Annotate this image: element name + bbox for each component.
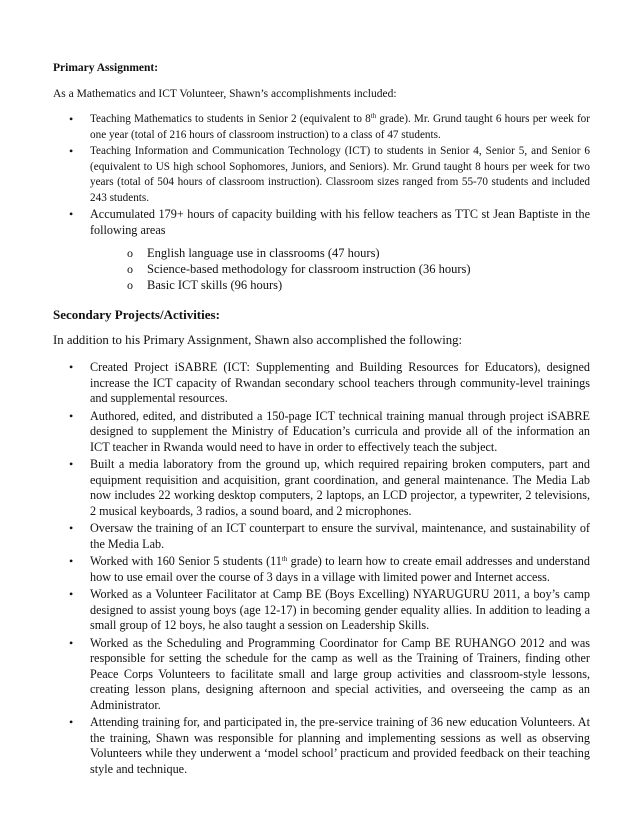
list-item-text: Teaching Information and Communication Technology (ICT) to students in Senior 4, Senior 5, and Senior 6 (equivalent to US high school Sophomores, Juniors, and Seniors). Mr. Grund taught 8 hours per week for two years (total of 504 hours of classroom instruction). Classroom sizes ranged from 55-70 students and included 243 students. xyxy=(90,145,590,204)
sub-list-item xyxy=(90,261,590,277)
primary-bullet-list xyxy=(53,112,590,206)
list-item xyxy=(53,554,590,585)
list-item-text: Worked with 160 Senior 5 students (11 xyxy=(90,554,282,568)
bullet-marker: • xyxy=(69,554,74,568)
list-item xyxy=(53,409,590,456)
sub-list-item xyxy=(90,245,590,261)
list-item-text: Attending training for, and participated in, the pre-service training of 36 new education Volunteers. At the training, Shawn was responsible for planning and implementing sessions as well as observing Volunteers while they underwent a ‘model school’ practicum and provided feedback on their teaching style and technique. xyxy=(90,715,590,776)
list-item xyxy=(53,587,590,634)
list-item xyxy=(53,521,590,552)
bullet-marker: • xyxy=(69,521,74,535)
secondary-bullet-list xyxy=(53,360,590,777)
list-item-text: Accumulated 179+ hours of capacity building with his fellow teachers as TTC st Jean Baptiste in the following areas xyxy=(90,207,590,237)
bullet-marker: • xyxy=(69,112,74,126)
list-item xyxy=(53,715,590,777)
document-body xyxy=(53,62,590,779)
secondary-projects-heading: Secondary Projects/Activities: xyxy=(53,307,220,322)
secondary-projects-intro: In addition to his Primary Assignment, Shawn also accomplished the following: xyxy=(53,333,463,347)
primary-assignment-intro: As a Mathematics and ICT Volunteer, Shawn’s accomplishments included: xyxy=(53,88,397,100)
list-item-text: Teaching Mathematics to students in Senior 2 (equivalent to 8 xyxy=(90,113,371,125)
sub-list-item-text: Basic ICT skills (96 hours) xyxy=(147,278,283,292)
bullet-marker: • xyxy=(69,587,74,601)
list-item xyxy=(53,144,590,206)
sub-bullet-marker: o xyxy=(127,278,133,292)
bullet-marker: • xyxy=(69,635,74,650)
list-item-text: Worked as a Volunteer Facilitator at Camp BE (Boys Excelling) NYARUGURU 2011, a boy’s camp designed to assist young boys (age 12-17) in becoming gender equality allies. In addition to leading a small group of 12 boys, he also taught a session on Leadership Skills. xyxy=(90,587,590,632)
sub-list-item-text: English language use in classrooms (47 hours) xyxy=(147,246,380,260)
sub-bullet-marker: o xyxy=(127,262,133,276)
sub-list-item-text: Science-based methodology for classroom instruction (36 hours) xyxy=(147,262,471,276)
sub-list-item xyxy=(90,277,590,293)
bullet-marker: • xyxy=(69,408,74,423)
superscript: th xyxy=(281,555,288,563)
bullet-marker: • xyxy=(69,207,74,221)
list-item-text: grade). Mr. Grund taught 6 hours per week for one year (total of 216 hours of classroom instruction) to a class of 47 students. xyxy=(90,113,590,141)
primary-bullet-list-continued xyxy=(53,207,590,293)
list-item-text: Worked as the Scheduling and Programming Coordinator for Camp BE RUHANGO 2012 and was responsible for setting the schedule for the camp as well as the Training of Trainers, finding other Peace Corps Volunteers to facilitate small and large group activities and classroom-style lessons, creating lesson plans, designing afternoon and special activities, and overseeing the camp as an Administrator. xyxy=(90,635,590,712)
list-item-text: grade) to learn how to create email addresses and understand how to use email over the course of 3 days in a village with limited power and Internet access. xyxy=(90,554,590,584)
superscript: th xyxy=(370,112,377,120)
list-item xyxy=(53,360,590,407)
bullet-marker: • xyxy=(69,715,74,729)
list-item-text: Created Project iSABRE (ICT: Supplementing and Building Resources for Educators), designed increase the ICT capacity of Rwandan secondary school teachers through community-level trainings and supplemental resources. xyxy=(90,360,590,405)
bullet-marker: • xyxy=(69,457,74,471)
sub-list xyxy=(90,245,590,293)
bullet-marker: • xyxy=(69,144,74,158)
sub-bullet-marker: o xyxy=(127,246,133,260)
list-item xyxy=(53,457,590,519)
list-item xyxy=(53,207,590,293)
list-item-text: Authored, edited, and distributed a 150-page ICT technical training manual through project iSABRE designed to supplement the Ministry of Education’s curricula and provide all of the information an ICT teacher in Rwanda would need to have in order to effectively teach the subject. xyxy=(90,408,590,454)
list-item xyxy=(53,636,590,714)
list-item-text: Oversaw the training of an ICT counterpart to ensure the survival, maintenance, and sustainability of the Media Lab. xyxy=(90,521,590,551)
primary-assignment-heading: Primary Assignment: xyxy=(53,62,159,74)
list-item xyxy=(53,112,590,143)
list-item-text: Built a media laboratory from the ground up, which required repairing broken computers, part and equipment requisition and acquisition, grant coordination, and general maintenance. The Media Lab now includes 22 working desktop computers, 2 laptops, an LCD projector, a typewriter, 2 televisions, 2 musical keyboards, 3 radios, a sound board, and 2 microphones. xyxy=(90,457,590,518)
bullet-marker: • xyxy=(69,360,74,374)
